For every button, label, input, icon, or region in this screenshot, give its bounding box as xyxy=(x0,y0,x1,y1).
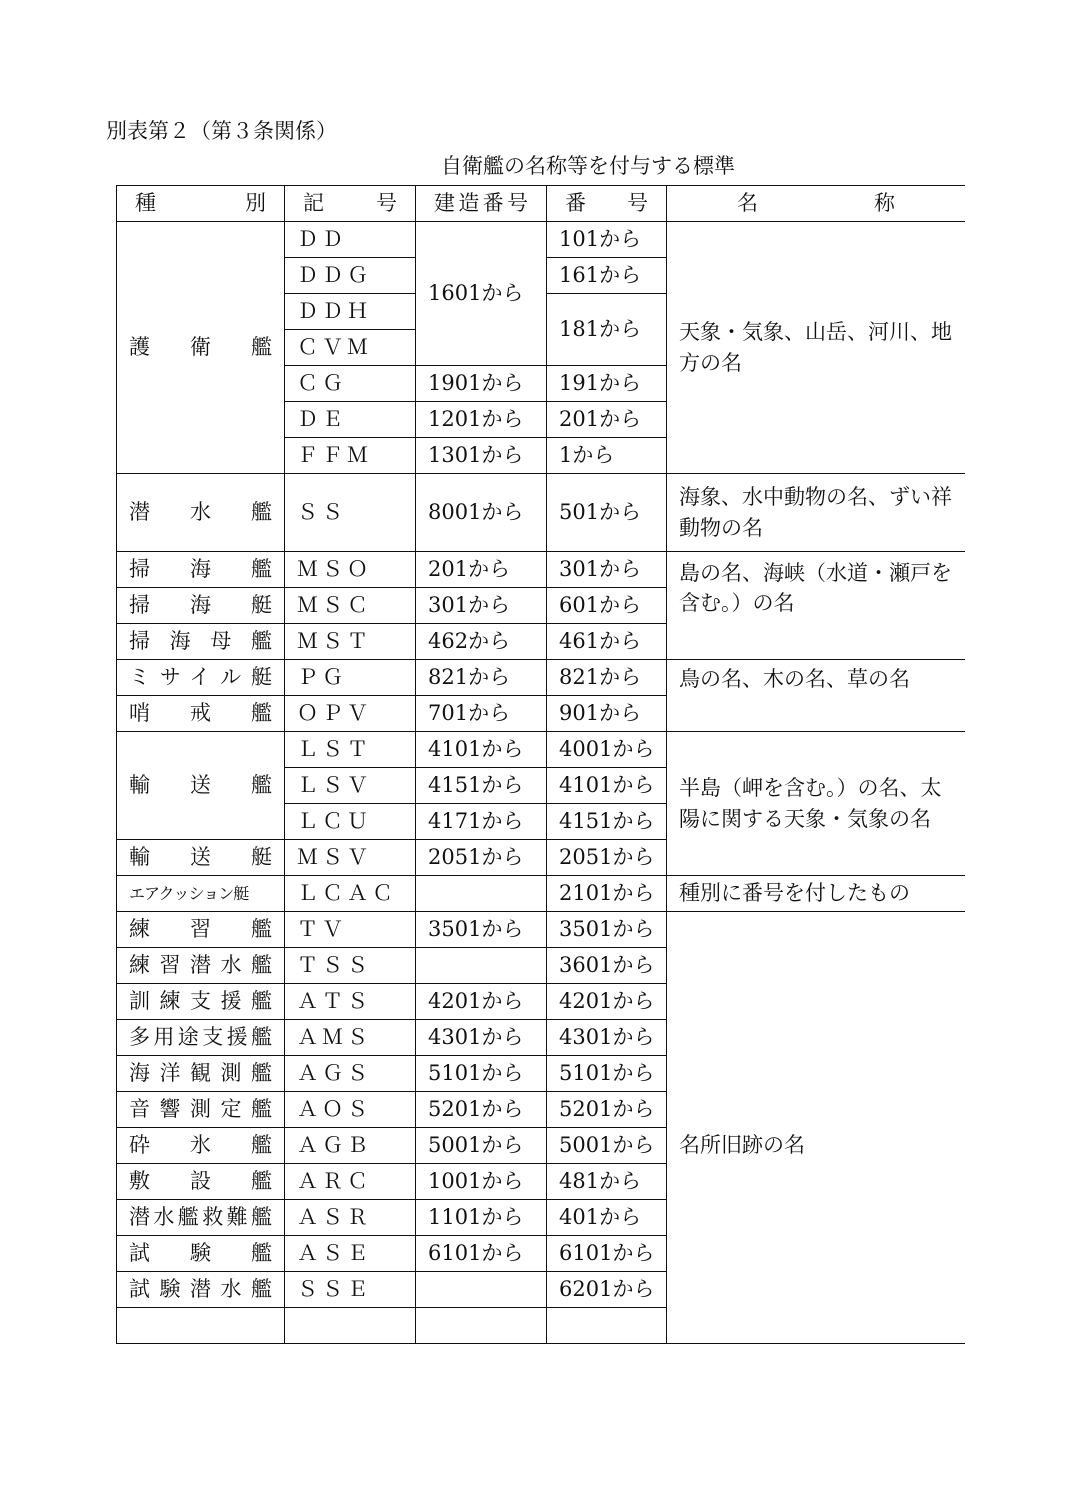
build-number-cell: 4151から xyxy=(416,768,547,804)
table-row xyxy=(117,552,966,588)
kind-cell: 練 習 艦 xyxy=(117,912,285,948)
number-cell: 5001から xyxy=(547,1128,667,1164)
number-cell: 5101から xyxy=(547,1056,667,1092)
symbol-cell: ＤＥ xyxy=(285,402,416,438)
name-cell: 種別に番号を付したもの xyxy=(667,876,966,912)
symbol-cell: ＬＳＶ xyxy=(285,768,416,804)
symbol-cell: ＡＳＲ xyxy=(285,1200,416,1236)
number-cell: 901から xyxy=(547,696,667,732)
symbol-cell: ＴＳＳ xyxy=(285,948,416,984)
kind-cell: 掃海母艦 xyxy=(117,624,285,660)
table-row xyxy=(117,912,966,948)
table-caption: 別表第２（第３条関係） xyxy=(106,119,337,143)
build-number-cell: 4301から xyxy=(416,1020,547,1056)
build-number-cell xyxy=(416,876,547,912)
header-number: 番号 xyxy=(547,186,667,222)
build-number-cell: 1201から xyxy=(416,402,547,438)
build-number-cell: 8001から xyxy=(416,474,547,552)
kind-cell: ミサイル艇 xyxy=(117,660,285,696)
symbol-cell: ＡＧＳ xyxy=(285,1056,416,1092)
number-cell: 601から xyxy=(547,588,667,624)
symbol-cell: ＬＣＵ xyxy=(285,804,416,840)
number-cell: 4001から xyxy=(547,732,667,768)
build-number-cell: 3501から xyxy=(416,912,547,948)
table-row xyxy=(117,876,966,912)
table-row xyxy=(117,732,966,768)
number-cell: 2101から xyxy=(547,876,667,912)
build-number-cell: 462から xyxy=(416,624,547,660)
build-number-cell: 6101から xyxy=(416,1236,547,1272)
kind-cell: 輸 送 艇 xyxy=(117,840,285,876)
build-number-cell: 2051から xyxy=(416,840,547,876)
build-number-cell: 5001から xyxy=(416,1128,547,1164)
ship-naming-table xyxy=(116,185,965,1344)
build-number-cell: 1601から xyxy=(416,222,547,366)
build-number-cell: 821から xyxy=(416,660,547,696)
build-number-cell: 4101から xyxy=(416,732,547,768)
number-cell: 3601から xyxy=(547,948,667,984)
symbol-cell: ＡＯＳ xyxy=(285,1092,416,1128)
symbol-cell: ＭＳＯ xyxy=(285,552,416,588)
symbol-cell: ＳＳＥ xyxy=(285,1272,416,1308)
name-cell: 鳥の名、木の名、草の名 xyxy=(667,660,966,732)
name-cell: 天象・気象、山岳、河川、地方の名 xyxy=(667,222,966,474)
number-cell: 1から xyxy=(547,438,667,474)
header-build-number: 建造番号 xyxy=(416,186,547,222)
kind-cell: 輸 送 艦 xyxy=(117,732,285,840)
number-cell: 201から xyxy=(547,402,667,438)
kind-cell: エアクッション艇 xyxy=(117,876,285,912)
symbol-cell: ＭＳＣ xyxy=(285,588,416,624)
number-cell: 181から xyxy=(547,294,667,366)
symbol-cell: ＣＧ xyxy=(285,366,416,402)
symbol-cell: ＬＳＴ xyxy=(285,732,416,768)
header-name: 名称 xyxy=(667,186,966,222)
kind-cell: 訓練支援艦 xyxy=(117,984,285,1020)
number-cell: 4201から xyxy=(547,984,667,1020)
number-cell: 461から xyxy=(547,624,667,660)
kind-cell: 護 衛 艦 xyxy=(117,222,285,474)
kind-cell: 試 験 艦 xyxy=(117,1236,285,1272)
build-number-cell: 1001から xyxy=(416,1164,547,1200)
kind-cell: 潜 水 艦 xyxy=(117,474,285,552)
number-cell: 821から xyxy=(547,660,667,696)
number-cell: 6201から xyxy=(547,1272,667,1308)
table-row xyxy=(117,474,966,552)
build-number-cell: 5101から xyxy=(416,1056,547,1092)
number-cell: 191から xyxy=(547,366,667,402)
symbol-cell: ＯＰＶ xyxy=(285,696,416,732)
build-number-cell: 201から xyxy=(416,552,547,588)
symbol-cell: ＭＳＶ xyxy=(285,840,416,876)
kind-cell xyxy=(117,1308,285,1344)
number-cell xyxy=(547,1308,667,1344)
number-cell: 101から xyxy=(547,222,667,258)
number-cell: 4301から xyxy=(547,1020,667,1056)
symbol-cell: ＬＣＡＣ xyxy=(285,876,416,912)
build-number-cell xyxy=(416,1308,547,1344)
symbol-cell: ＡＭＳ xyxy=(285,1020,416,1056)
symbol-cell: ＣＶＭ xyxy=(285,330,416,366)
name-cell: 名所旧跡の名 xyxy=(667,912,966,1344)
build-number-cell: 1301から xyxy=(416,438,547,474)
number-cell: 501から xyxy=(547,474,667,552)
symbol-cell: ＭＳＴ xyxy=(285,624,416,660)
kind-cell: 海洋観測艦 xyxy=(117,1056,285,1092)
number-cell: 161から xyxy=(547,258,667,294)
kind-cell: 掃 海 艇 xyxy=(117,588,285,624)
symbol-cell: ＡＴＳ xyxy=(285,984,416,1020)
number-cell: 481から xyxy=(547,1164,667,1200)
header-kind: 種別 xyxy=(117,186,285,222)
build-number-cell xyxy=(416,1272,547,1308)
number-cell: 4101から xyxy=(547,768,667,804)
name-cell: 島の名、海峡（水道・瀬戸を含む。）の名 xyxy=(667,552,966,660)
number-cell: 6101から xyxy=(547,1236,667,1272)
symbol-cell: ＤＤＧ xyxy=(285,258,416,294)
header-row xyxy=(117,186,966,222)
number-cell: 2051から xyxy=(547,840,667,876)
page-title: 自衛艦の名称等を付与する標準 xyxy=(441,154,735,178)
kind-cell: 練習潜水艦 xyxy=(117,948,285,984)
symbol-cell: ＤＤ xyxy=(285,222,416,258)
number-cell: 301から xyxy=(547,552,667,588)
number-cell: 401から xyxy=(547,1200,667,1236)
header-symbol: 記号 xyxy=(285,186,416,222)
number-cell: 4151から xyxy=(547,804,667,840)
build-number-cell: 1101から xyxy=(416,1200,547,1236)
build-number-cell: 301から xyxy=(416,588,547,624)
symbol-cell: ＡＳＥ xyxy=(285,1236,416,1272)
kind-cell: 砕 氷 艦 xyxy=(117,1128,285,1164)
number-cell: 5201から xyxy=(547,1092,667,1128)
kind-cell: 多用途支援艦 xyxy=(117,1020,285,1056)
name-cell: 海象、水中動物の名、ずい祥動物の名 xyxy=(667,474,966,552)
build-number-cell: 4171から xyxy=(416,804,547,840)
build-number-cell: 5201から xyxy=(416,1092,547,1128)
kind-cell: 哨 戒 艦 xyxy=(117,696,285,732)
kind-cell: 潜水艦救難艦 xyxy=(117,1200,285,1236)
kind-cell: 掃 海 艦 xyxy=(117,552,285,588)
build-number-cell: 701から xyxy=(416,696,547,732)
kind-cell: 音響測定艦 xyxy=(117,1092,285,1128)
symbol-cell xyxy=(285,1308,416,1344)
build-number-cell: 1901から xyxy=(416,366,547,402)
kind-cell: 試験潜水艦 xyxy=(117,1272,285,1308)
table-row xyxy=(117,660,966,696)
build-number-cell: 4201から xyxy=(416,984,547,1020)
kind-cell: 敷 設 艦 xyxy=(117,1164,285,1200)
symbol-cell: ＡＲＣ xyxy=(285,1164,416,1200)
build-number-cell xyxy=(416,948,547,984)
table-row xyxy=(117,222,966,258)
symbol-cell: ＰＧ xyxy=(285,660,416,696)
symbol-cell: ＦＦＭ xyxy=(285,438,416,474)
number-cell: 3501から xyxy=(547,912,667,948)
symbol-cell: ＴＶ xyxy=(285,912,416,948)
symbol-cell: ＳＳ xyxy=(285,474,416,552)
symbol-cell: ＡＧＢ xyxy=(285,1128,416,1164)
name-cell: 半島（岬を含む。）の名、太陽に関する天象・気象の名 xyxy=(667,732,966,876)
symbol-cell: ＤＤＨ xyxy=(285,294,416,330)
ship-naming-table-wrap xyxy=(116,185,965,1407)
